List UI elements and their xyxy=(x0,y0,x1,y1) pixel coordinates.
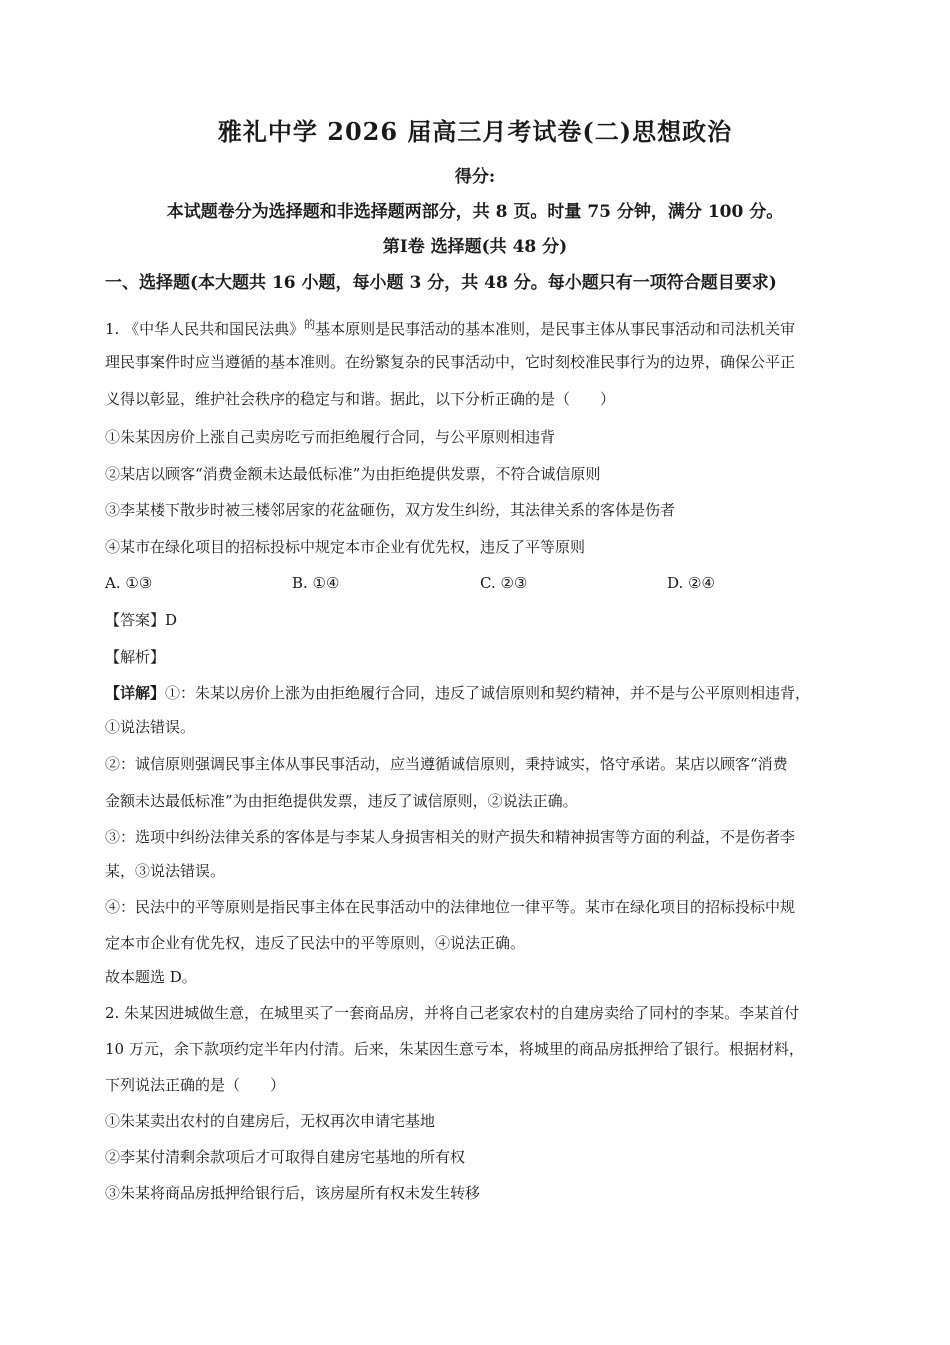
q1-detail-1b: ①说法错误。 xyxy=(105,718,196,736)
page-title: 雅礼中学 2026 届高三月考试卷(二)思想政治 xyxy=(217,117,733,146)
q1-stem-line-1 xyxy=(105,315,795,339)
q2-stem-line-2: 10 万元，余下款项约定半年内付清。后来，朱某因生意亏本，将城里的商品房抵押给了银行。根据材料， xyxy=(105,1040,804,1058)
q2-stem-line-1: 2. 朱某因进城做生意，在城里买了一套商品房，并将自己老家农村的自建房卖给了同村的李某。李某首付 xyxy=(105,1004,800,1022)
q1-detail-3a: ③：选项中纠纷法律关系的客体是与李某人身损害相关的财产损失和精神损害等方面的利益，不是伤者李 xyxy=(105,828,796,846)
q2-stem-line-3: 下列说法正确的是（ ） xyxy=(105,1076,286,1094)
q1-detail-3b: 某，③说法错误。 xyxy=(105,862,226,880)
q2-item-1: ①朱某卖出农村的自建房后，无权再次申请宅基地 xyxy=(105,1112,436,1130)
q1-stem-sup: 的 xyxy=(304,318,316,331)
q1-conclusion: 故本题选 D。 xyxy=(105,968,197,986)
q1-stem-post: 基本原则是民事活动的基本准则，是民事主体从事民事活动和司法机关审 xyxy=(315,320,796,338)
q1-item-2: ②某店以顾客“消费金额未达最低标准”为由拒绝提供发票，不符合诚信原则 xyxy=(105,465,601,483)
q1-answer: 【答案】D xyxy=(105,611,178,629)
q1-stem-pre: 1. 《中华人民共和国民法典》 xyxy=(105,320,305,338)
q1-option-c: C. ②③ xyxy=(480,574,528,592)
q1-detail-2a: ②：诚信原则强调民事主体从事民事活动，应当遵循诚信原则，秉持诚实，恪守承诺。某店以顾客“消费 xyxy=(105,755,788,773)
q1-detail-1a: ①：朱某以房价上涨为由拒绝履行合同，违反了诚信原则和契约精神，并不是与公平原则相违背， xyxy=(165,684,811,702)
q1-option-a: A. ①③ xyxy=(105,574,153,592)
q1-option-b: B. ①④ xyxy=(292,574,340,592)
q1-detail-4a: ④：民法中的平等原则是指民事主体在民事活动中的法律地位一律平等。某市在绿化项目的招标投标中规 xyxy=(105,898,796,916)
q1-detail-2b: 金额未达最低标准”为由拒绝提供发票，违反了诚信原则，②说法正确。 xyxy=(105,792,578,810)
q1-analysis-label: 【解析】 xyxy=(105,648,166,666)
q2-item-3: ③朱某将商品房抵押给银行后，该房屋所有权未发生转移 xyxy=(105,1184,481,1202)
q1-stem-line-2: 理民事案件时应当遵循的基本准则。在纷繁复杂的民事活动中，它时刻校准民事行为的边界，确保公平正 xyxy=(105,353,796,371)
section-heading: 一、选择题(本大题共 16 小题，每小题 3 分，共 48 分。每小题只有一项符合题目要求) xyxy=(105,273,777,293)
q2-item-2: ②李某付清剩余款项后才可取得自建房宅基地的所有权 xyxy=(105,1148,466,1166)
q1-stem-line-3: 义得以彰显，维护社会秩序的稳定与和谐。据此，以下分析正确的是（ ） xyxy=(105,390,616,408)
q1-item-1: ①朱某因房价上涨自己卖房吃亏而拒绝履行合同，与公平原则相违背 xyxy=(105,428,556,446)
q1-item-3: ③李某楼下散步时被三楼邻居家的花盆砸伤，双方发生纠纷，其法律关系的客体是伤者 xyxy=(105,501,676,519)
q1-detail-4b: 定本市企业有优先权，违反了民法中的平等原则，④说法正确。 xyxy=(105,934,526,952)
q1-item-4: ④某市在绿化项目的招标投标中规定本市企业有优先权，违反了平等原则 xyxy=(105,538,586,556)
q1-detail-label: 【详解】 xyxy=(105,684,166,702)
score-label: 得分: xyxy=(454,167,496,187)
exam-intro: 本试题卷分为选择题和非选择题两部分，共 8 页。时量 75 分钟，满分 100 分。 xyxy=(166,202,784,222)
q1-detail-line-1 xyxy=(105,683,810,703)
q1-option-d: D. ②④ xyxy=(667,574,715,592)
part-heading: 第Ⅰ卷 选择题(共 48 分) xyxy=(382,237,568,257)
